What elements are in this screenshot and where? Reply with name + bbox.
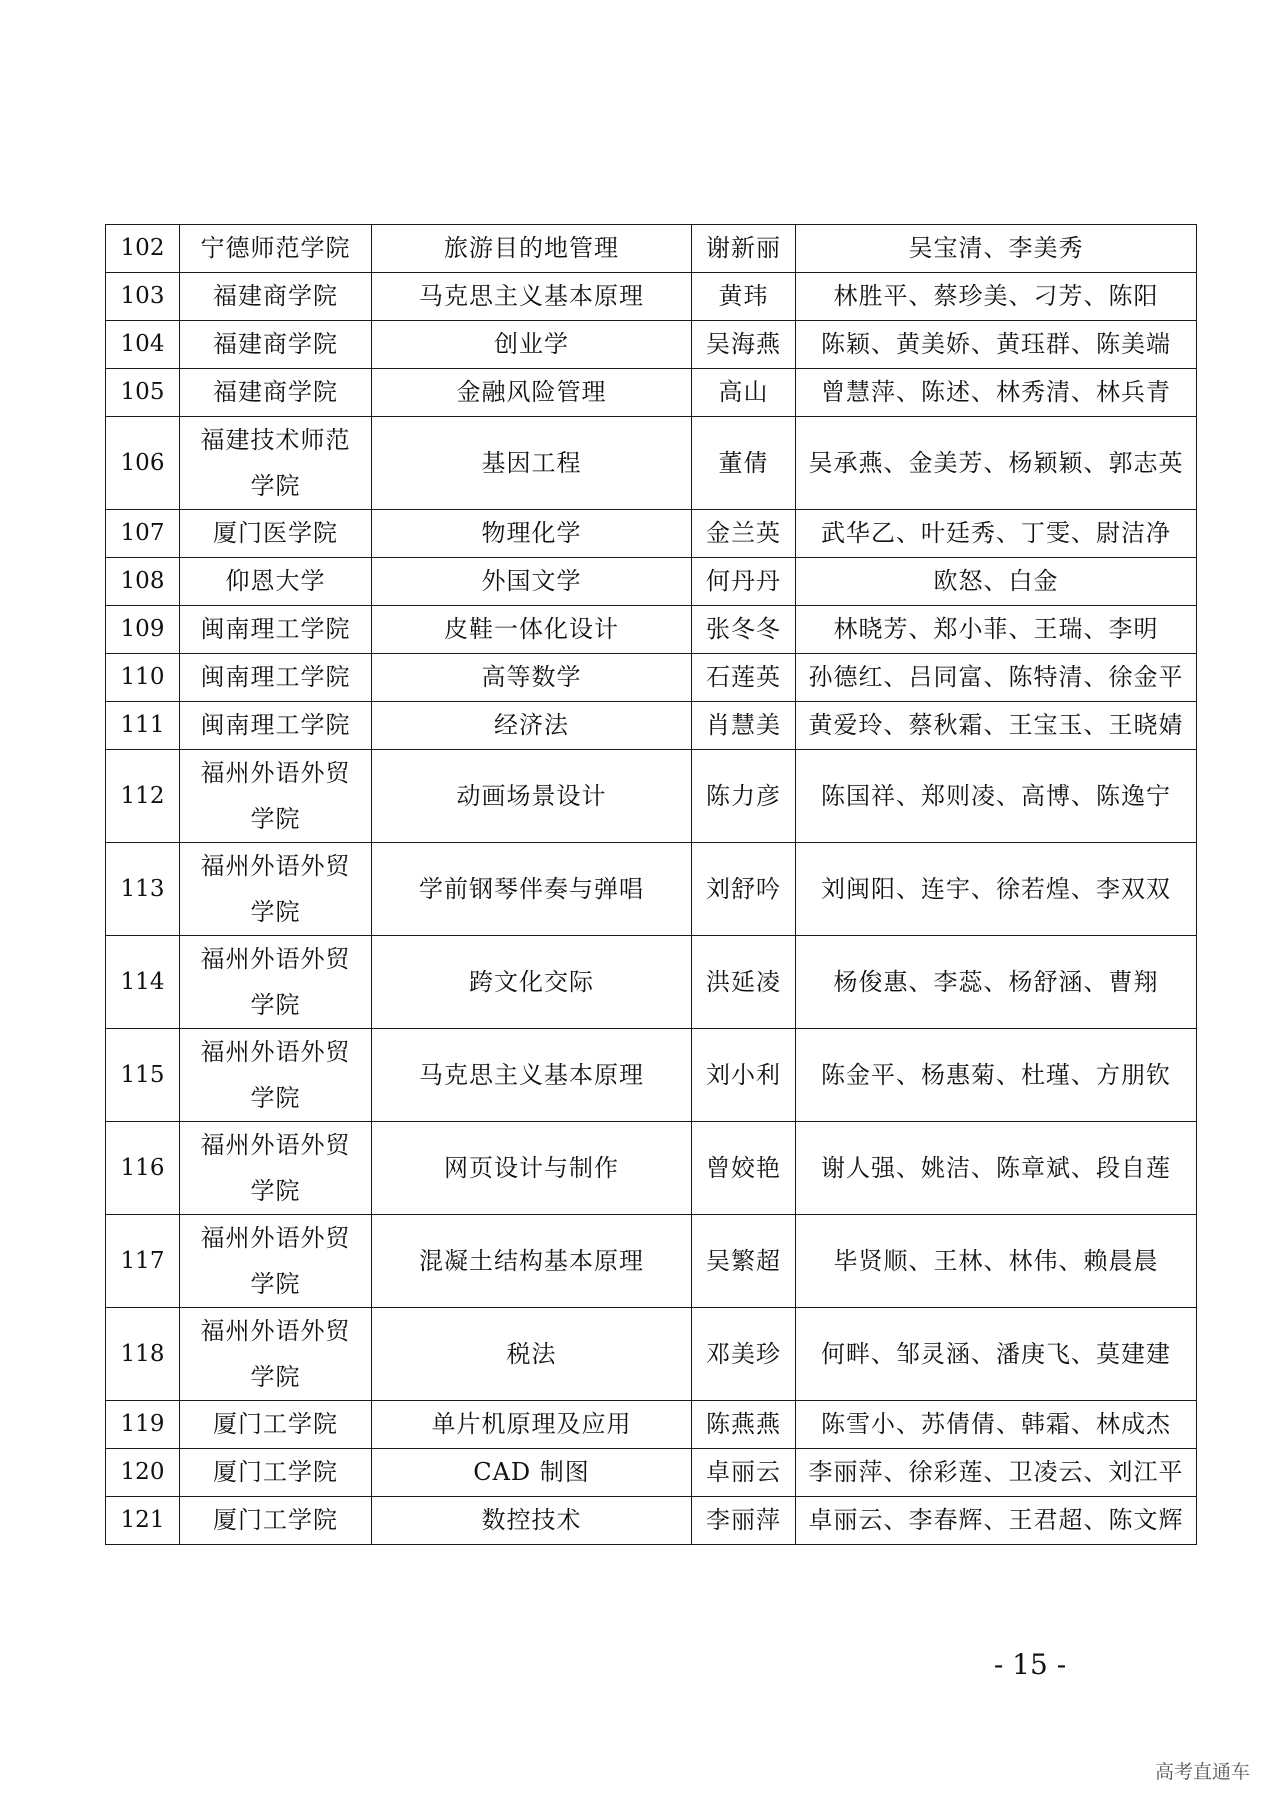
row-number: 110 — [106, 654, 180, 702]
table-row — [106, 273, 1197, 321]
school-name: 厦门工学院 — [180, 1401, 372, 1449]
row-number: 120 — [106, 1449, 180, 1497]
school-name-line-2: 学院 — [250, 991, 301, 1019]
school-name: 厦门医学院 — [180, 510, 372, 558]
course-name: 物理化学 — [372, 510, 692, 558]
row-number: 118 — [106, 1308, 180, 1401]
school-name — [180, 417, 372, 510]
school-name-line-1: 福州外语外贸 — [200, 1131, 351, 1159]
course-name: 学前钢琴伴奏与弹唱 — [372, 843, 692, 936]
course-name: 外国文学 — [372, 558, 692, 606]
row-number: 109 — [106, 606, 180, 654]
course-leader: 谢新丽 — [692, 225, 796, 273]
row-number: 108 — [106, 558, 180, 606]
course-leader: 金兰英 — [692, 510, 796, 558]
school-name: 福建商学院 — [180, 321, 372, 369]
course-leader: 石莲英 — [692, 654, 796, 702]
row-number: 114 — [106, 936, 180, 1029]
table-row — [106, 1401, 1197, 1449]
course-name: 网页设计与制作 — [372, 1122, 692, 1215]
row-number: 112 — [106, 750, 180, 843]
row-number: 119 — [106, 1401, 180, 1449]
team-members: 陈金平、杨惠菊、杜瑾、方朋钦 — [796, 1029, 1197, 1122]
school-name-line-2: 学院 — [250, 1084, 301, 1112]
watermark: 高考直通车 — [1154, 1761, 1250, 1783]
school-name — [180, 750, 372, 843]
course-leader: 曾姣艳 — [692, 1122, 796, 1215]
table-row — [106, 1497, 1197, 1545]
school-name: 福建商学院 — [180, 273, 372, 321]
team-members: 杨俊惠、李蕊、杨舒涵、曹翔 — [796, 936, 1197, 1029]
table-row — [106, 1029, 1197, 1122]
course-name: 创业学 — [372, 321, 692, 369]
table-row — [106, 321, 1197, 369]
school-name — [180, 1308, 372, 1401]
table-row — [106, 1215, 1197, 1308]
course-name: 基因工程 — [372, 417, 692, 510]
course-name: 跨文化交际 — [372, 936, 692, 1029]
course-leader: 吴繁超 — [692, 1215, 796, 1308]
school-name-line-1: 福州外语外贸 — [200, 1317, 351, 1345]
school-name-line-1: 福州外语外贸 — [200, 1224, 351, 1252]
team-members: 林胜平、蔡珍美、刁芳、陈阳 — [796, 273, 1197, 321]
school-name-line-1: 福建技术师范 — [200, 426, 351, 454]
row-number: 111 — [106, 702, 180, 750]
team-members: 刘闽阳、连宇、徐若煌、李双双 — [796, 843, 1197, 936]
team-members: 陈雪小、苏倩倩、韩霜、林成杰 — [796, 1401, 1197, 1449]
school-name: 福建商学院 — [180, 369, 372, 417]
school-name: 闽南理工学院 — [180, 654, 372, 702]
table-row — [106, 606, 1197, 654]
course-name: CAD 制图 — [372, 1449, 692, 1497]
school-name: 厦门工学院 — [180, 1449, 372, 1497]
course-leader: 陈力彦 — [692, 750, 796, 843]
school-name-line-2: 学院 — [250, 805, 301, 833]
team-members: 李丽萍、徐彩莲、卫凌云、刘江平 — [796, 1449, 1197, 1497]
school-name — [180, 1215, 372, 1308]
school-name: 闽南理工学院 — [180, 702, 372, 750]
table-row — [106, 417, 1197, 510]
row-number: 104 — [106, 321, 180, 369]
school-name-line-1: 福州外语外贸 — [200, 1038, 351, 1066]
course-leader: 高山 — [692, 369, 796, 417]
row-number: 115 — [106, 1029, 180, 1122]
course-name: 金融风险管理 — [372, 369, 692, 417]
school-name: 宁德师范学院 — [180, 225, 372, 273]
course-leader: 李丽萍 — [692, 1497, 796, 1545]
table-row — [106, 702, 1197, 750]
school-name — [180, 1029, 372, 1122]
school-name — [180, 1122, 372, 1215]
table-row — [106, 225, 1197, 273]
course-name: 旅游目的地管理 — [372, 225, 692, 273]
team-members: 欧怒、白金 — [796, 558, 1197, 606]
team-members: 谢人强、姚洁、陈章斌、段自莲 — [796, 1122, 1197, 1215]
row-number: 116 — [106, 1122, 180, 1215]
table-row — [106, 750, 1197, 843]
row-number: 121 — [106, 1497, 180, 1545]
page-number: - 15 - — [993, 1648, 1067, 1681]
table-row — [106, 510, 1197, 558]
school-name-line-1: 福州外语外贸 — [200, 945, 351, 973]
course-name: 单片机原理及应用 — [372, 1401, 692, 1449]
team-members: 毕贤顺、王林、林伟、赖晨晨 — [796, 1215, 1197, 1308]
team-members: 黄爱玲、蔡秋霜、王宝玉、王晓婧 — [796, 702, 1197, 750]
course-name: 动画场景设计 — [372, 750, 692, 843]
course-leader: 何丹丹 — [692, 558, 796, 606]
table-row — [106, 843, 1197, 936]
table-row — [106, 1308, 1197, 1401]
team-members: 陈颖、黄美娇、黄珏群、陈美端 — [796, 321, 1197, 369]
course-name: 数控技术 — [372, 1497, 692, 1545]
school-name-line-2: 学院 — [250, 1363, 301, 1391]
course-leader: 肖慧美 — [692, 702, 796, 750]
school-name-line-2: 学院 — [250, 1177, 301, 1205]
course-name: 经济法 — [372, 702, 692, 750]
course-name: 马克思主义基本原理 — [372, 1029, 692, 1122]
row-number: 102 — [106, 225, 180, 273]
row-number: 107 — [106, 510, 180, 558]
course-leader: 卓丽云 — [692, 1449, 796, 1497]
school-name — [180, 936, 372, 1029]
row-number: 103 — [106, 273, 180, 321]
school-name-line-2: 学院 — [250, 1270, 301, 1298]
team-members: 曾慧萍、陈述、林秀清、林兵青 — [796, 369, 1197, 417]
course-leader: 刘小利 — [692, 1029, 796, 1122]
school-name-line-2: 学院 — [250, 472, 301, 500]
school-name — [180, 843, 372, 936]
row-number: 106 — [106, 417, 180, 510]
course-leader: 吴海燕 — [692, 321, 796, 369]
team-members: 林晓芳、郑小菲、王瑞、李明 — [796, 606, 1197, 654]
course-leader: 董倩 — [692, 417, 796, 510]
team-members: 卓丽云、李春辉、王君超、陈文辉 — [796, 1497, 1197, 1545]
course-table — [105, 224, 1197, 1545]
course-name: 马克思主义基本原理 — [372, 273, 692, 321]
course-name: 税法 — [372, 1308, 692, 1401]
school-name-line-1: 福州外语外贸 — [200, 759, 351, 787]
school-name: 厦门工学院 — [180, 1497, 372, 1545]
course-leader: 洪延凌 — [692, 936, 796, 1029]
row-number: 117 — [106, 1215, 180, 1308]
table-row — [106, 369, 1197, 417]
school-name-line-2: 学院 — [250, 898, 301, 926]
table-row — [106, 936, 1197, 1029]
team-members: 陈国祥、郑则凌、高博、陈逸宁 — [796, 750, 1197, 843]
course-name: 高等数学 — [372, 654, 692, 702]
table-row — [106, 1449, 1197, 1497]
course-leader: 刘舒吟 — [692, 843, 796, 936]
course-leader: 黄玮 — [692, 273, 796, 321]
course-leader: 邓美珍 — [692, 1308, 796, 1401]
school-name: 仰恩大学 — [180, 558, 372, 606]
table-row — [106, 1122, 1197, 1215]
course-leader: 陈燕燕 — [692, 1401, 796, 1449]
team-members: 吴承燕、金美芳、杨颖颖、郭志英 — [796, 417, 1197, 510]
row-number: 105 — [106, 369, 180, 417]
school-name: 闽南理工学院 — [180, 606, 372, 654]
course-leader: 张冬冬 — [692, 606, 796, 654]
table-row — [106, 558, 1197, 606]
row-number: 113 — [106, 843, 180, 936]
course-name: 混凝土结构基本原理 — [372, 1215, 692, 1308]
team-members: 吴宝清、李美秀 — [796, 225, 1197, 273]
course-name: 皮鞋一体化设计 — [372, 606, 692, 654]
table-row — [106, 654, 1197, 702]
school-name-line-1: 福州外语外贸 — [200, 852, 351, 880]
team-members: 武华乙、叶廷秀、丁雯、尉洁净 — [796, 510, 1197, 558]
team-members: 何畔、邹灵涵、潘庚飞、莫建建 — [796, 1308, 1197, 1401]
team-members: 孙德红、吕同富、陈特清、徐金平 — [796, 654, 1197, 702]
table-body — [106, 225, 1197, 1545]
